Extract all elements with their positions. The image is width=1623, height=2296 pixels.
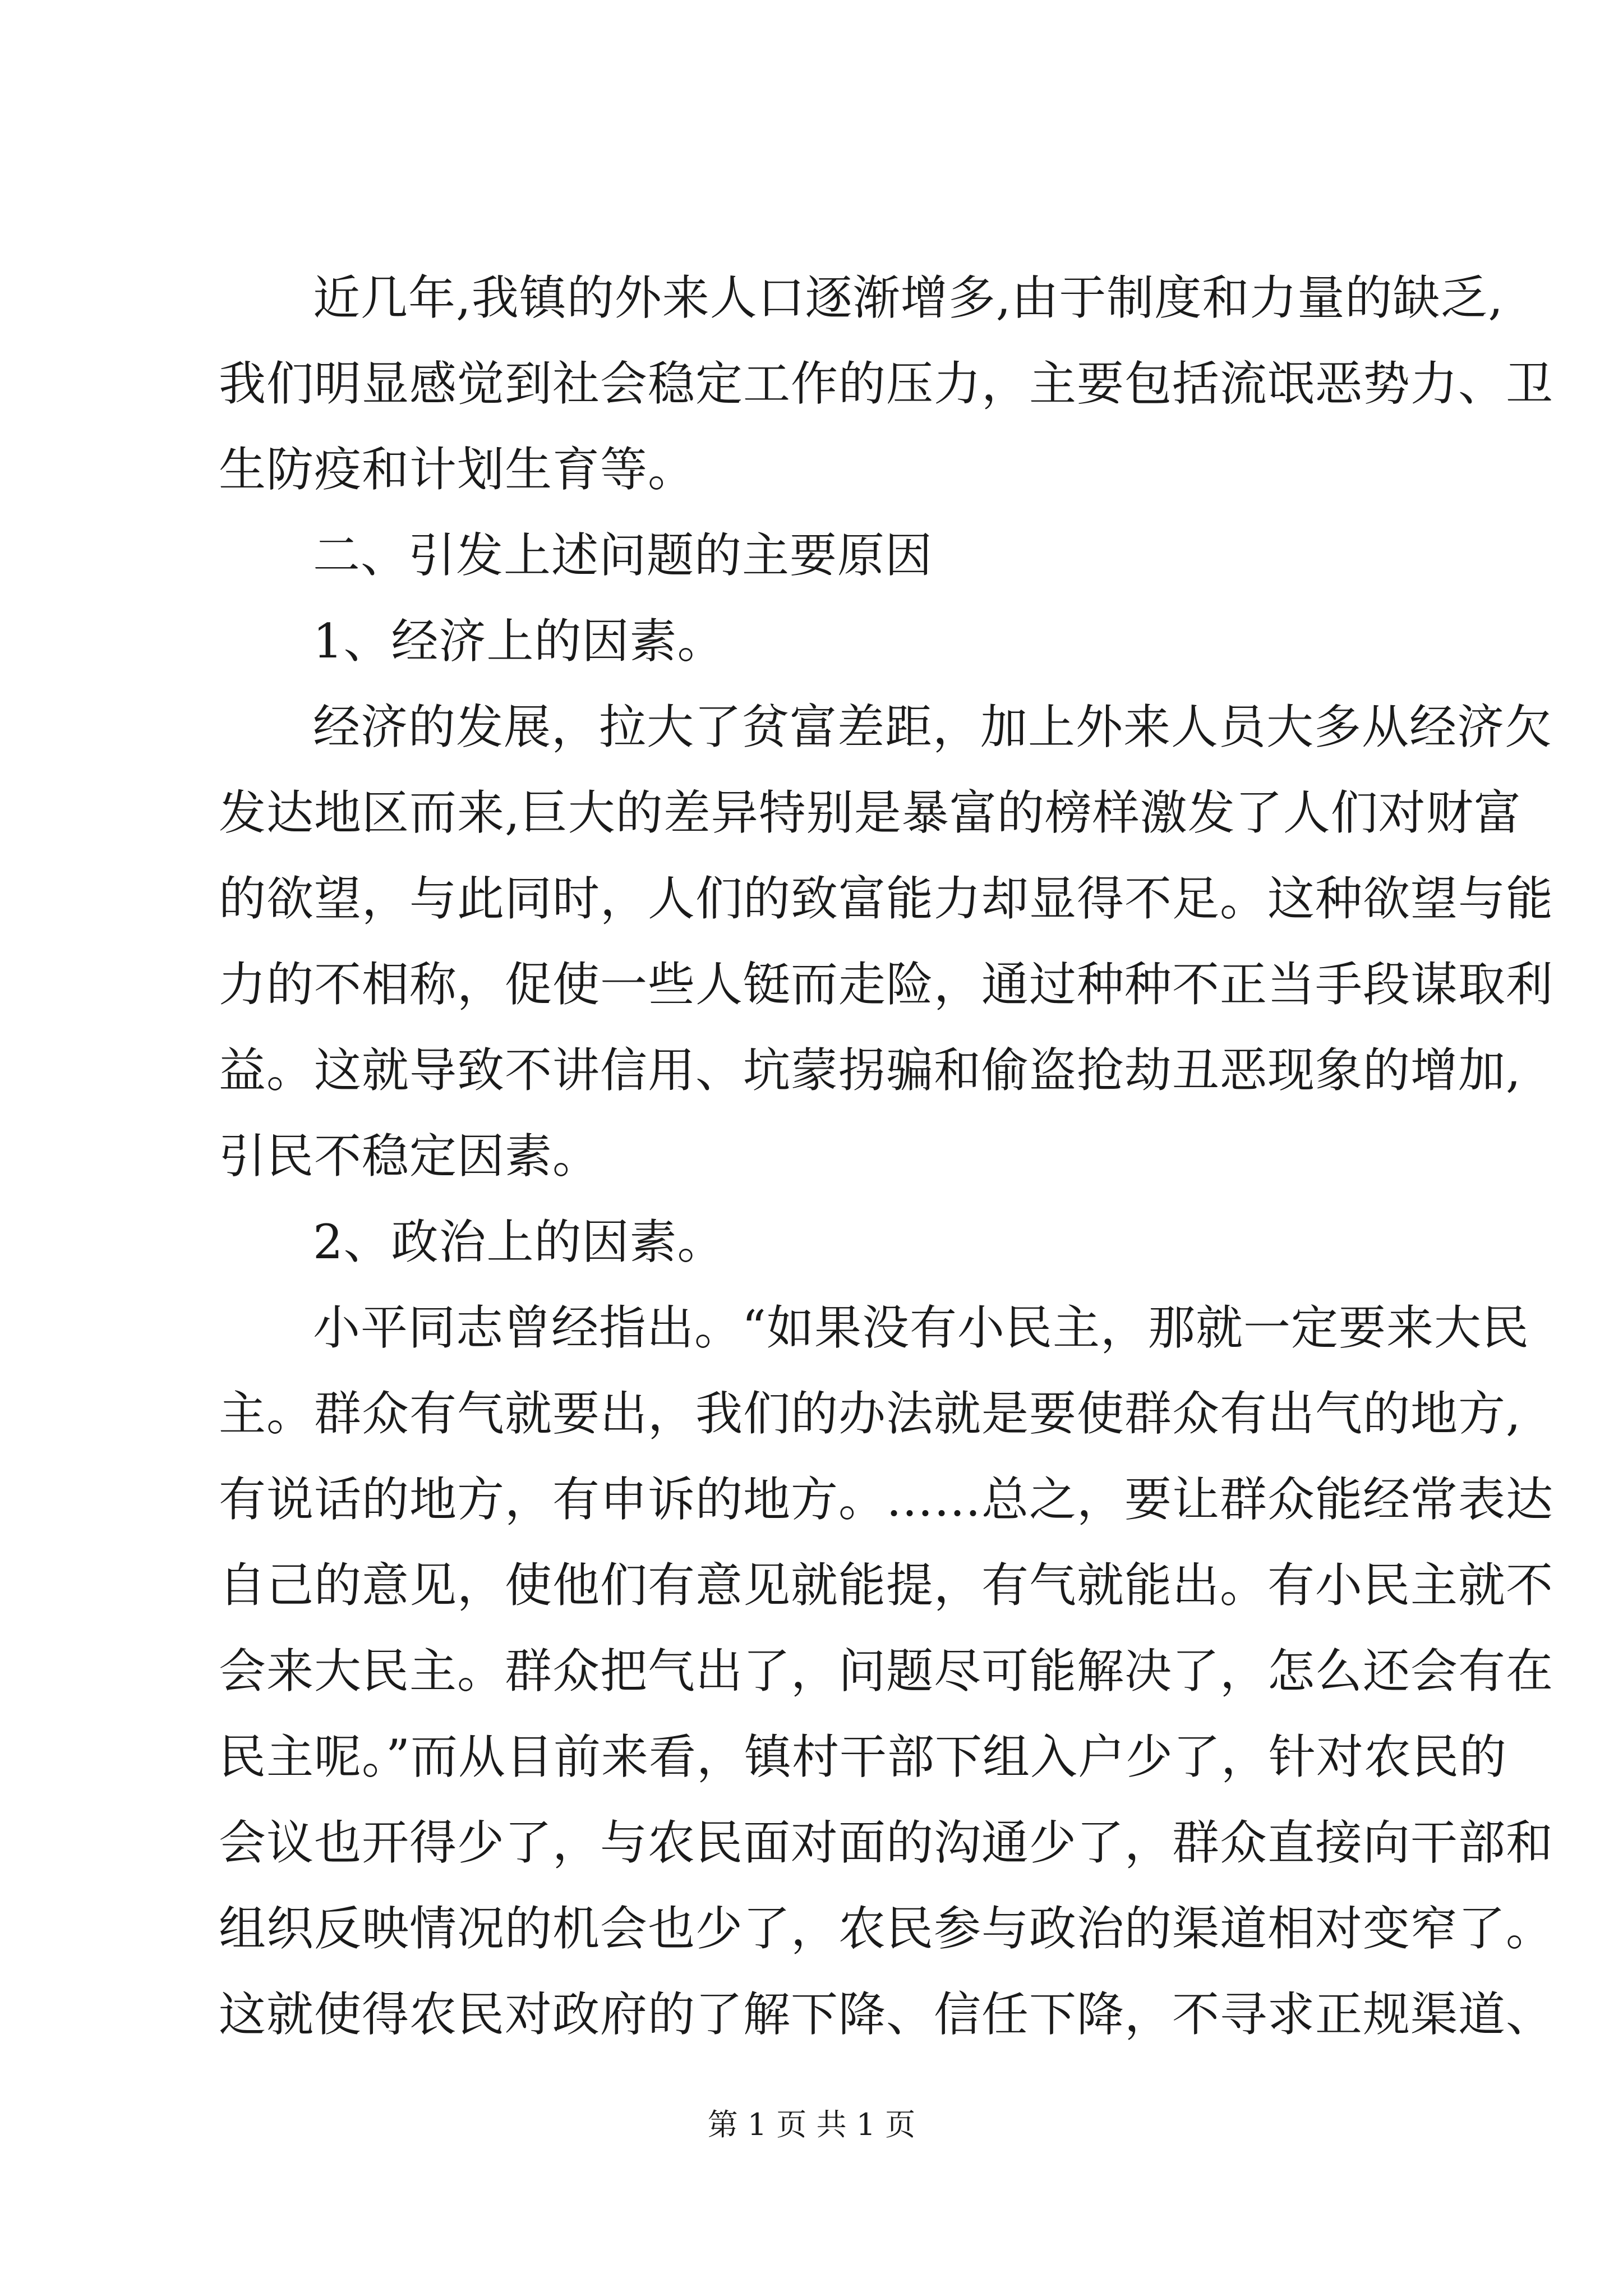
section-heading: 二、引发上述问题的主要原因: [313, 528, 933, 583]
subsection-heading: 2、政治上的因素。: [313, 1214, 725, 1269]
paragraph-line: 引民不稳定因素。: [219, 1129, 601, 1184]
page-number: 第 1 页 共 1 页: [707, 2107, 916, 2142]
document-body: [219, 255, 1554, 2058]
paragraph-line: 有说话的地方，有申诉的地方。……总之，要让群众能经常表达: [219, 1472, 1554, 1527]
paragraph-line: 我们明显感觉到社会稳定工作的压力，主要包括流氓恶势力、卫: [219, 356, 1554, 411]
paragraph-line: 经济的发展，拉大了贫富差距，加上外来人员大多从经济欠: [313, 700, 1553, 754]
subsection-heading: 1、经济上的因素。: [313, 614, 725, 669]
paragraph-line: 自己的意见，使他们有意见就能提，有气就能出。有小民主就不: [219, 1558, 1554, 1613]
paragraph-line: 民主呢。”而从目前来看，镇村干部下组入户少了，针对农民的: [219, 1729, 1507, 1784]
paragraph-line: 组织反映情况的机会也少了，农民参与政治的渠道相对变窄了。: [219, 1901, 1554, 1956]
paragraph-line: 益。这就导致不讲信用、坑蒙拐骗和偷盗抢劫丑恶现象的增加,: [219, 1043, 1521, 1098]
paragraph-line: 这就使得农民对政府的了解下降、信任下降，不寻求正规渠道、: [219, 1987, 1554, 2042]
paragraph-line: 会议也开得少了，与农民面对面的沟通少了，群众直接向干部和: [219, 1815, 1554, 1870]
paragraph-line: 力的不相称，促使一些人铤而走险，通过种种不正当手段谋取利: [219, 957, 1554, 1012]
page-footer: [0, 2102, 1623, 2147]
paragraph-line: 发达地区而来,巨大的差异特别是暴富的榜样激发了人们对财富: [219, 785, 1521, 840]
paragraph-line: 小平同志曾经指出。“如果没有小民主，那就一定要来大民: [313, 1300, 1529, 1355]
paragraph-line: 近几年,我镇的外来人口逐渐增多,由于制度和力量的缺乏,: [313, 270, 1504, 325]
paragraph-line: 的欲望，与此同时，人们的致富能力却显得不足。这种欲望与能: [219, 871, 1554, 926]
paragraph-line: 主。群众有气就要出，我们的办法就是要使群众有出气的地方,: [219, 1386, 1521, 1441]
paragraph-line: 生防疫和计划生育等。: [219, 442, 696, 497]
paragraph-line: 会来大民主。群众把气出了，问题尽可能解决了，怎么还会有在: [219, 1644, 1554, 1699]
